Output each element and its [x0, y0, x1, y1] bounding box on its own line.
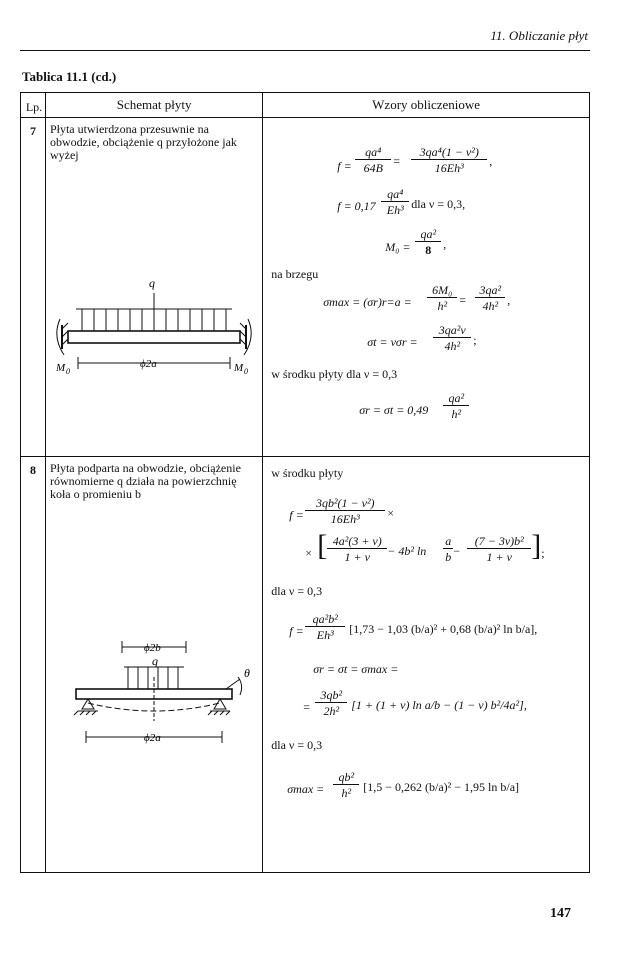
row7-description: Płyta utwierdzona przesuwnie na obwodzie, obciążenie q przyłożone jak wyżej — [49, 122, 237, 162]
row8-num-cell: 8 — [21, 457, 46, 873]
col-formulas: Wzory obliczeniowe — [263, 93, 590, 118]
formula-sigma-t: σt = νσr = — [367, 335, 418, 349]
row8-plate-diagram — [54, 637, 254, 767]
running-header: 11. Obliczanie płyt — [490, 28, 588, 43]
diameter-label: ϕ2a — [139, 358, 157, 370]
row8-schema-cell — [45, 457, 262, 873]
theta-label: θ — [243, 666, 250, 680]
row8-description: Płyta podparta na obwodzie, obciążenie równomierne q działa na powierzchnię koła o promieniu b — [49, 461, 241, 501]
formula-bracket: × — [305, 546, 313, 560]
row7-schema-cell — [45, 118, 262, 457]
moment-right-label: M — [233, 362, 244, 374]
moment-left-label: M — [55, 362, 66, 374]
nu-label-2: dla ν = 0,3 — [271, 738, 323, 752]
svg-text:0: 0 — [243, 367, 248, 376]
formula-m0: M₀ = — [385, 240, 411, 254]
formula-table — [20, 92, 590, 873]
formula-f-row7: f = — [337, 159, 352, 173]
diameter-a-label: ϕ2a — [143, 732, 161, 744]
load-q-label: q — [148, 276, 155, 290]
load-q-label-row8: q — [151, 654, 158, 668]
table-label: Tablica 11.1 (cd.) — [22, 69, 117, 84]
col-schema: Schemat płyty — [45, 93, 262, 118]
table-row-8 — [21, 457, 590, 873]
table-row-7 — [21, 118, 590, 457]
formula-f-nu03: f = — [289, 624, 304, 638]
page-number: 147 — [550, 906, 571, 921]
center-label-row8: w środku płyty — [271, 466, 344, 480]
formula-sigma-max-edge: σmax = (σr)r=a = — [323, 295, 412, 309]
row8-formulas-cell: w środku płyty f = 3qb²(1 − ν²) 16Eh³ × × [ 4a²(3 + ν) 1 + ν − 4b² ln a b − (7 − 3ν)b² 1 + ν ] ; dla ν = 0,3 f = qa²b² Eh³ [1,73 − 1,03 (b/a)² + 0,68 (b/a)² ln b/a], σr = σt = σmax = = 3qb² 2h² [1 + (1 + ν) ln a/b − (1 − ν) b²/4a²], dla ν = 0,3 σmax = qb² h² [1,5 − 0,262 (b/a)² − 1,95 ln b/a] — [263, 457, 590, 873]
svg-text:0: 0 — [65, 367, 70, 376]
formula-sigma-max-row8: = — [303, 700, 311, 714]
row7-formulas-cell: f = qa⁴ 64B = 3qa⁴(1 − ν²) 16Eh³ , f = 0,17 qa⁴ Eh³ dla ν = 0,3, M₀ = qa² 8 , na brzegu σmax = (σr)r=a = 6M₀ h² = 3qa² 4h² , σt = νσr = 3qa²ν 4h² ; w środku płyty dla ν = 0,3 σr = σt = 0,49 qa² h² — [263, 118, 590, 457]
table-header-row — [21, 93, 590, 118]
formula-f-coef: f = 0,17 — [337, 199, 376, 213]
formula-sigma-max-nu03: σmax = — [287, 782, 325, 796]
formula-f-row8: f = — [289, 508, 304, 522]
center-label-row7: w środku płyty dla ν = 0,3 — [271, 367, 398, 381]
formula-sigma-center: σr = σt = 0,49 — [359, 403, 429, 417]
diameter-b-label: ϕ2b — [143, 642, 161, 654]
nu-label-1: dla ν = 0,3 — [271, 584, 323, 598]
formula-sigma-eq: σr = σt = σmax = — [313, 662, 399, 676]
col-lp: Lp. — [21, 93, 46, 118]
row7-num-cell: 7 — [21, 118, 46, 457]
header-rule — [20, 50, 590, 51]
edge-label: na brzegu — [271, 267, 319, 281]
row7-plate-diagram — [54, 273, 254, 393]
